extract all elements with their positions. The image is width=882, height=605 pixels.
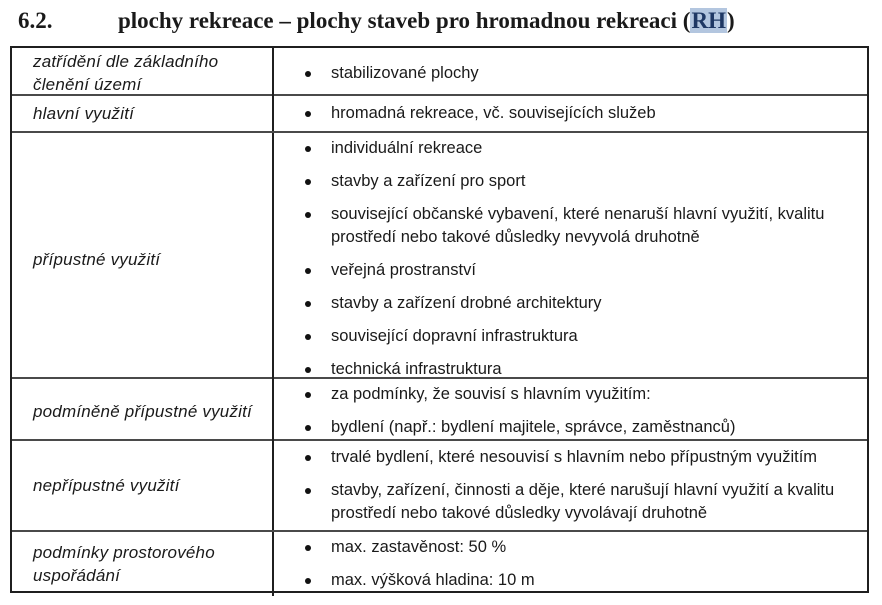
list-item-text: stabilizované plochy [331,63,479,82]
table-row [12,131,867,377]
list-item-text: max. výšková hladina: 10 m [331,571,535,589]
bullet-icon [305,268,311,274]
list-item-text: veřejná prostranství [331,261,476,279]
list-item [274,569,845,592]
row-label: nepřípustné využití [12,441,274,530]
table-row [12,377,867,439]
bullet-icon [305,455,311,461]
list-item-text: stavby a zařízení pro sport [331,172,526,190]
list-item [274,62,845,85]
list-item [274,325,845,348]
list-item [274,446,845,469]
row-items [274,48,867,98]
list-item-text: stavby, zařízení, činnosti a děje, které narušují hlavní využití a kvalitu prostředí nebo takové důsledky vyvolávají druhotně [331,481,835,522]
section-number: 6.2. [18,8,53,33]
table-row [12,439,867,530]
row-items [274,532,867,596]
section-title-suffix: ) [726,8,735,33]
bullet-icon [305,392,311,398]
list-item-text: trvalé bydlení, které nesouvisí s hlavním nebo přípustným využitím [331,448,818,466]
bullet-icon [305,488,311,494]
table-row [12,94,867,131]
list-item [274,416,845,439]
table-row [12,48,867,94]
row-items [274,379,867,443]
row-items [274,441,867,530]
list-item [274,170,845,193]
list-item [274,383,845,406]
list-item-text: technická infrastruktura [331,360,502,378]
list-item [274,102,845,125]
bullet-icon [305,212,311,218]
section-title [118,7,735,35]
bullet-icon [305,334,311,340]
highlighted-code: RH [691,8,726,33]
list-item [274,137,845,160]
bullet-icon [305,367,311,373]
list-item [274,536,845,559]
bullet-icon [305,111,311,117]
list-item-text: stavby a zařízení drobné architektury [331,294,602,312]
row-label: zatřídění dle základního členění území [12,48,274,98]
list-item-text: bydlení (např.: bydlení majitele, správce, zaměstnanců) [331,418,736,436]
bullet-icon [305,179,311,185]
row-label: hlavní využití [12,96,274,131]
row-label: podmíněně přípustné využití [12,379,274,443]
list-item [274,203,845,249]
list-item [274,292,845,315]
bullet-icon [305,301,311,307]
bullet-icon [305,425,311,431]
row-label: podmínky prostorového uspořádání [12,532,274,596]
list-item-text: za podmínky, že souvisí s hlavním využitím: [331,385,651,403]
bullet-icon [305,146,311,152]
list-item [274,479,845,525]
list-item [274,358,845,381]
bullet-icon [305,545,311,551]
list-item-text: související dopravní infrastruktura [331,327,578,345]
list-item [274,259,845,282]
list-item-text: související občanské vybavení, které nenaruší hlavní využití, kvalitu prostředí nebo takové důsledky nevyvolá druhotně [331,205,825,246]
bullet-icon [305,71,311,77]
row-items [274,133,867,385]
list-item-text: max. zastavěnost: 50 % [331,538,507,556]
bullet-icon [305,578,311,584]
row-label: přípustné využití [12,133,274,385]
zoning-table [10,46,869,593]
list-item-text: individuální rekreace [331,139,483,157]
list-item-text: hromadná rekreace, vč. souvisejících služeb [331,104,656,122]
row-items [274,96,867,131]
section-title-text: plochy rekreace – plochy staveb pro hromadnou rekreaci ( [118,8,691,33]
table-row [12,530,867,589]
